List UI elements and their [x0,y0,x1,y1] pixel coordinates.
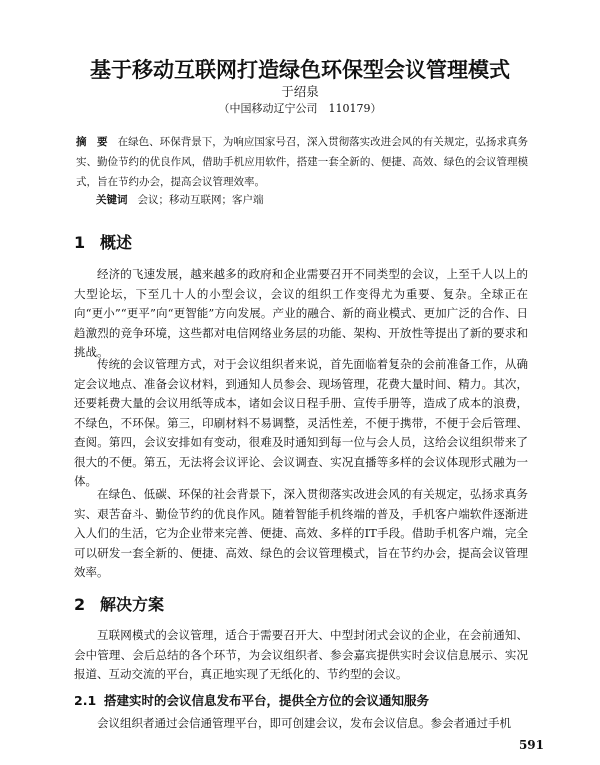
page-number: 591 [518,738,544,752]
section-2-1-number: 2.1 [74,693,97,708]
abstract [76,132,528,192]
section-1-title: 概述 [100,233,133,252]
section-2-1-title: 搭建实时的会议信息发布平台，提供全方位的会议通知服务 [104,693,430,708]
section-1-paragraph-3: 在绿色、低碳、环保的社会背景下，深入贯彻落实改进会风的有关规定，弘扬求真务实、艰苦奋斗、勤俭节约的优良作风。随着智能手机终端的普及，手机客户端软件逐渐进入人们的生活，它为企业带来完善、便捷、高效、多样的IT手段。借助手机客户端，完全可以研发一套全新的、便捷、高效、绿色的会议管理模式，旨在节约办会，提高会议管理效率。 [74,487,528,579]
section-2-1-paragraph-1: 会议组织者通过会信通管理平台，即可创建会议，发布会议信息。参会者通过手机 [97,716,511,730]
section-2-1-heading [74,691,429,709]
section-2-heading [74,592,164,615]
section-1-number: 1 [74,233,86,252]
keywords [96,190,528,210]
keywords-label: 关键词 [96,194,128,206]
section-1-paragraph-1: 经济的飞速发展，越来越多的政府和企业需要召开不同类型的会议，上至千人以上的大型论坛，下至几十人的小型会议，会议的组织工作变得尤为重要、复杂。全球正在向“更小”“更平”向“更智能”方向发展。产业的融合、新的商业模式、更加广泛的合作、日趋激烈的竞争环境，这些都对电信网络业务层的功能、架构、开放性等提出了新的要求和挑战。 [74,267,528,359]
keywords-text: 会议；移动互联网；客户端 [137,194,264,206]
section-2-number: 2 [74,595,86,614]
section-1-paragraph-2: 传统的会议管理方式，对于会议组织者来说，首先面临着复杂的会前准备工作，从确定会议地点、准备会议材料，到通知人员参会、现场管理，花费大量时间、精力。其次，还要耗费大量的会议用纸等成本，诸如会议日程手册、宣传手册等，造成了成本的浪费，不绿色，不环保。第三，印刷材料不易调整，灵活性差，不便于携带，不便于会后管理、查阅。第四，会议安排如有变动，很难及时通知到每一位与会人员，这给会议组织带来了很大的不便。第五，无法将会议评论、会议调查、实况直播等多样的会议体现形式融为一体。 [74,357,528,488]
paper-title: 基于移动互联网打造绿色环保型会议管理模式 [90,58,510,82]
abstract-label: 摘 要 [76,136,108,148]
author-affiliation: （中国移动辽宁公司 110179） [218,102,382,115]
section-2-title: 解决方案 [100,595,165,614]
section-2-paragraph-1: 互联网模式的会议管理，适合于需要召开大、中型封闭式会议的企业，在会前通知、会中管理、会后总结的各个环节，为会议组织者、参会嘉宾提供实时会议信息展示、实况报道、互动交流的平台，真正地实现了无纸化的、节约型的会议。 [74,628,528,681]
author-name: 于绍泉 [281,84,319,99]
section-1-heading [74,230,132,253]
abstract-text: 在绿色、环保背景下，为响应国家号召，深入贯彻落实改进会风的有关规定，弘扬求真务实、勤俭节约的优良作风，借助手机应用软件，搭建一套全新的、便捷、高效、绿色的会议管理模式，旨在节约办会，提高会议管理效率。 [76,136,529,188]
